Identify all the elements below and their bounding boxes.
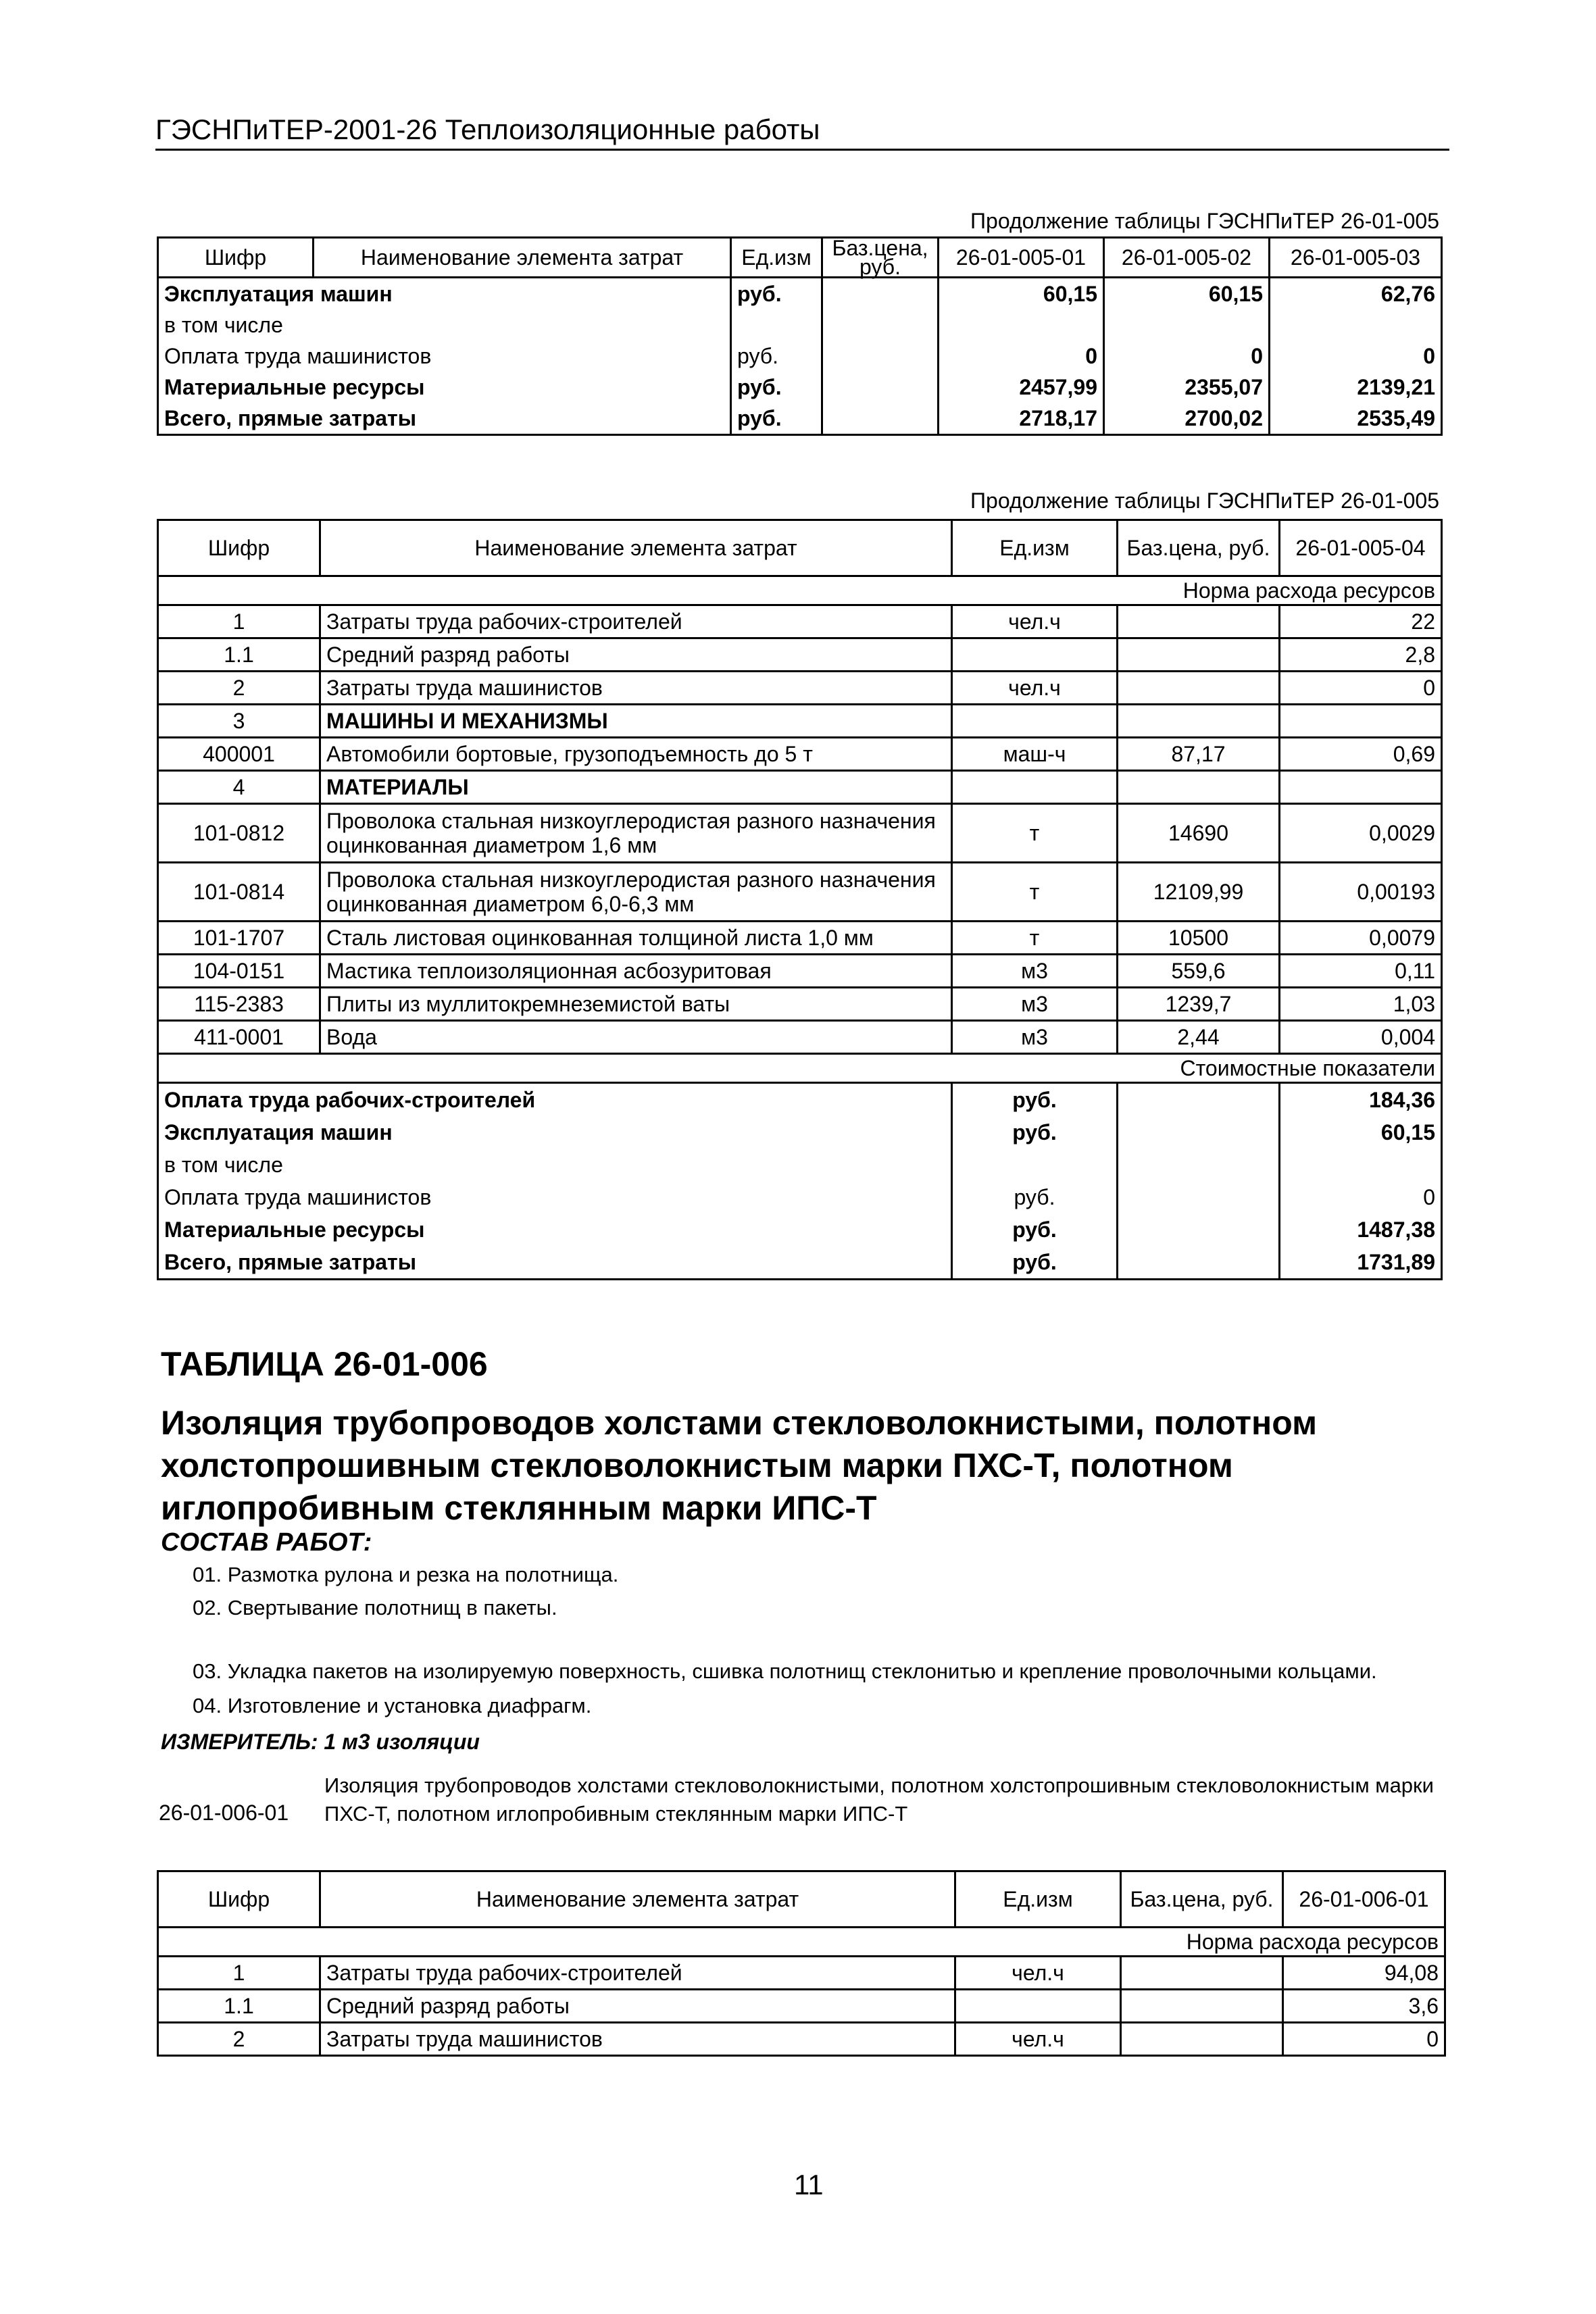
row-unit (952, 771, 1118, 804)
table2-head-row (158, 520, 1442, 576)
row-unit: руб. (731, 372, 822, 403)
table3-head-row (158, 1871, 1445, 1928)
col-name: Наименование элемента затрат (320, 1871, 955, 1928)
row-unit: руб. (731, 278, 822, 310)
col-name: Наименование элемента затрат (320, 520, 952, 576)
row-value (1280, 705, 1442, 738)
izmeritel: ИЗМЕРИТЕЛЬ: 1 м3 изоляции (161, 1730, 480, 1754)
row-unit: руб. (952, 1083, 1118, 1117)
row-price (1118, 605, 1280, 638)
table-row (158, 672, 1442, 705)
row-unit: руб. (952, 1213, 1118, 1246)
row-name: МАТЕРИАЛЫ (320, 771, 952, 804)
row-price: 12109,99 (1118, 863, 1280, 922)
row-shifr: 4 (158, 771, 320, 804)
col-code-2: 26-01-005-02 (1104, 238, 1270, 278)
row-name: Проволока стальная низкоуглеродистая разного назначения оцинкованная диаметром 6,0-6,3 мм (320, 863, 952, 922)
row-unit: руб. (731, 341, 822, 372)
row-name: Сталь листовая оцинкованная толщиной листа 1,0 мм (320, 922, 952, 955)
row-price (1118, 1213, 1280, 1246)
row-value: 1487,38 (1280, 1213, 1442, 1246)
row-shifr: 101-0814 (158, 863, 320, 922)
row-price (1121, 1990, 1283, 2023)
col-shifr: Шифр (158, 1871, 320, 1928)
row-value: 0,004 (1280, 1021, 1442, 1054)
row-price: 10500 (1118, 922, 1280, 955)
cost-row (158, 1083, 1442, 1117)
sostav-heading: СОСТАВ РАБОТ: (161, 1528, 372, 1557)
row-price (1121, 1957, 1283, 1990)
row-name: Эксплуатация машин (158, 1116, 952, 1149)
row-unit: маш-ч (952, 738, 1118, 771)
row-value: 0 (939, 341, 1104, 372)
page-header: ГЭСНПиТЕР-2001-26 Теплоизоляционные работы (155, 114, 1449, 151)
row-value: 0 (1283, 2023, 1445, 2056)
table-row (158, 804, 1442, 863)
row-unit: чел.ч (955, 2023, 1121, 2056)
cost-label-row (158, 1054, 1442, 1083)
row-price: 87,17 (1118, 738, 1280, 771)
row-shifr: 115-2383 (158, 988, 320, 1021)
row-name: Затраты труда машинистов (320, 672, 952, 705)
row-unit (952, 638, 1118, 672)
table3 (157, 1870, 1446, 2057)
cost-row (158, 1213, 1442, 1246)
row-unit: т (952, 922, 1118, 955)
row-name: Проволока стальная низкоуглеродистая разного назначения оцинкованная диаметром 1,6 мм (320, 804, 952, 863)
row-price (822, 278, 939, 310)
row-unit: м3 (952, 988, 1118, 1021)
row-shifr: 1.1 (158, 1990, 320, 2023)
row-shifr: 1.1 (158, 638, 320, 672)
row-name: Затраты труда рабочих-строителей (320, 605, 952, 638)
table-row (158, 638, 1442, 672)
row-price (1118, 1116, 1280, 1149)
row-price (1118, 672, 1280, 705)
row-unit: чел.ч (955, 1957, 1121, 1990)
row-shifr: 101-1707 (158, 922, 320, 955)
col-price: Баз.цена, руб. (1118, 520, 1280, 576)
table-row (158, 1021, 1442, 1054)
row-name: Эксплуатация машин (158, 278, 731, 310)
row-value (1280, 771, 1442, 804)
row-unit: м3 (952, 1021, 1118, 1054)
section-subtitle: Изоляция трубопроводов холстами стекловолокнистыми, полотном холстопрошивным стекловолокнистым марки ПХС-Т, полотном иглопробивным стеклянным марки ИПС-Т (161, 1404, 1318, 1527)
row-price (1118, 638, 1280, 672)
table-row (158, 309, 1442, 341)
row-shifr: 400001 (158, 738, 320, 771)
col-price: Баз.цена, руб. (822, 238, 939, 278)
table-row (158, 863, 1442, 922)
row-value: 60,15 (1104, 278, 1270, 310)
col-code: 26-01-006-01 (1283, 1871, 1445, 1928)
table-row (158, 372, 1442, 403)
row-value: 184,36 (1280, 1083, 1442, 1117)
table-row (158, 2023, 1445, 2056)
row-price (1118, 1149, 1280, 1181)
col-code: 26-01-005-04 (1280, 520, 1442, 576)
col-unit: Ед.изм (731, 238, 822, 278)
table-row (158, 278, 1442, 310)
row-value: 2355,07 (1104, 372, 1270, 403)
row-name: в том числе (158, 309, 731, 341)
row-value: 3,6 (1283, 1990, 1445, 2023)
table-row (158, 955, 1442, 988)
table-row (158, 1990, 1445, 2023)
row-name: Оплата труда машинистов (158, 341, 731, 372)
row-name: Автомобили бортовые, грузоподъемность до 5 т (320, 738, 952, 771)
row-value: 22 (1280, 605, 1442, 638)
row-price (822, 341, 939, 372)
row-value: 0,0029 (1280, 804, 1442, 863)
row-shifr: 411-0001 (158, 1021, 320, 1054)
row-unit (952, 1149, 1118, 1181)
row-name: Оплата труда машинистов (158, 1181, 952, 1213)
row-unit: руб. (952, 1246, 1118, 1280)
row-value: 0 (1270, 341, 1442, 372)
row-shifr: 104-0151 (158, 955, 320, 988)
row-name: Затраты труда рабочих-строителей (320, 1957, 955, 1990)
cost-row (158, 1246, 1442, 1280)
row-name: МАШИНЫ И МЕХАНИЗМЫ (320, 705, 952, 738)
row-value: 60,15 (939, 278, 1104, 310)
row-shifr: 3 (158, 705, 320, 738)
row-value: 0 (1280, 1181, 1442, 1213)
row-price: 14690 (1118, 804, 1280, 863)
row-value: 0,11 (1280, 955, 1442, 988)
cost-row (158, 1181, 1442, 1213)
row-value (1270, 309, 1442, 341)
work-item: 02. Свертывание полотнищ в пакеты. (193, 1596, 557, 1619)
table-row (158, 403, 1442, 435)
norm-label-row (158, 1928, 1445, 1957)
col-shifr: Шифр (158, 238, 314, 278)
row-price (1118, 1181, 1280, 1213)
row-name: Всего, прямые затраты (158, 1246, 952, 1280)
work-item: 01. Размотка рулона и резка на полотнища. (193, 1563, 619, 1586)
work-item: 03. Укладка пакетов на изолируемую поверхность, сшивка полотнищ стеклонитью и крепление проволочными кольцами. (193, 1659, 1377, 1683)
row-value: 2457,99 (939, 372, 1104, 403)
row-price (822, 403, 939, 435)
table-row (158, 1957, 1445, 1990)
table-row (158, 738, 1442, 771)
cost-row (158, 1116, 1442, 1149)
row-unit (952, 705, 1118, 738)
table-row (158, 922, 1442, 955)
col-code-3: 26-01-005-03 (1270, 238, 1442, 278)
table-row (158, 341, 1442, 372)
row-name: Оплата труда рабочих-строителей (158, 1083, 952, 1117)
item-code: 26-01-006-01 (159, 1801, 289, 1825)
row-price (1118, 705, 1280, 738)
row-shifr: 1 (158, 605, 320, 638)
row-price (1118, 1246, 1280, 1280)
row-shifr: 2 (158, 672, 320, 705)
row-value: 0,0079 (1280, 922, 1442, 955)
row-unit: руб. (952, 1116, 1118, 1149)
col-name: Наименование элемента затрат (314, 238, 731, 278)
row-name: в том числе (158, 1149, 952, 1181)
row-price (1118, 1083, 1280, 1117)
row-name: Вода (320, 1021, 952, 1054)
col-shifr: Шифр (158, 520, 320, 576)
table1-caption: Продолжение таблицы ГЭСНПиТЕР 26-01-005 (970, 209, 1439, 233)
row-price: 1239,7 (1118, 988, 1280, 1021)
row-value: 0 (1104, 341, 1270, 372)
row-price: 2,44 (1118, 1021, 1280, 1054)
table-row (158, 988, 1442, 1021)
row-unit (955, 1990, 1121, 2023)
row-unit: руб. (731, 403, 822, 435)
row-value: 0,00193 (1280, 863, 1442, 922)
table1-head-row (158, 238, 1442, 278)
row-unit: т (952, 863, 1118, 922)
row-price (822, 372, 939, 403)
norm-label: Норма расхода ресурсов (158, 576, 1442, 605)
row-value: 2139,21 (1270, 372, 1442, 403)
norm-label: Норма расхода ресурсов (158, 1928, 1445, 1957)
work-item: 04. Изготовление и установка диафрагм. (193, 1694, 592, 1717)
row-unit: чел.ч (952, 672, 1118, 705)
col-unit: Ед.изм (952, 520, 1118, 576)
row-price (1121, 2023, 1283, 2056)
row-unit: чел.ч (952, 605, 1118, 638)
row-name: Плиты из муллитокремнеземистой ваты (320, 988, 952, 1021)
row-value: 2535,49 (1270, 403, 1442, 435)
row-unit: т (952, 804, 1118, 863)
table2 (157, 519, 1443, 1280)
row-name: Средний разряд работы (320, 1990, 955, 2023)
row-name: Затраты труда машинистов (320, 2023, 955, 2056)
table-row (158, 771, 1442, 804)
row-name: Мастика теплоизоляционная асбозуритовая (320, 955, 952, 988)
row-price: 559,6 (1118, 955, 1280, 988)
row-value (1280, 1149, 1442, 1181)
row-value (939, 309, 1104, 341)
row-price (822, 309, 939, 341)
row-value: 94,08 (1283, 1957, 1445, 1990)
norm-label-row (158, 576, 1442, 605)
row-unit: м3 (952, 955, 1118, 988)
item-description: Изоляция трубопроводов холстами стекловолокнистыми, полотном холстопрошивным стекловолокнистым марки ПХС-Т, полотном иглопробивным стеклянным марки ИПС-Т (324, 1774, 1434, 1826)
row-value: 60,15 (1280, 1116, 1442, 1149)
row-value: 62,76 (1270, 278, 1442, 310)
row-shifr: 101-0812 (158, 804, 320, 863)
page-number: 11 (794, 2169, 824, 2200)
row-price (1118, 771, 1280, 804)
row-value: 2,8 (1280, 638, 1442, 672)
table1 (157, 236, 1443, 436)
row-value: 0,69 (1280, 738, 1442, 771)
table-row (158, 705, 1442, 738)
row-value: 2700,02 (1104, 403, 1270, 435)
row-name: Материальные ресурсы (158, 1213, 952, 1246)
row-value: 2718,17 (939, 403, 1104, 435)
row-unit: руб. (952, 1181, 1118, 1213)
table-row (158, 605, 1442, 638)
row-shifr: 2 (158, 2023, 320, 2056)
row-value: 0 (1280, 672, 1442, 705)
col-price: Баз.цена, руб. (1121, 1871, 1283, 1928)
row-value (1104, 309, 1270, 341)
row-value: 1,03 (1280, 988, 1442, 1021)
table2-caption: Продолжение таблицы ГЭСНПиТЕР 26-01-005 (970, 488, 1439, 513)
col-unit: Ед.изм (955, 1871, 1121, 1928)
cost-row (158, 1149, 1442, 1181)
row-shifr: 1 (158, 1957, 320, 1990)
row-name: Материальные ресурсы (158, 372, 731, 403)
cost-label: Стоимостные показатели (158, 1054, 1442, 1083)
section-title: ТАБЛИЦА 26-01-006 (161, 1345, 488, 1383)
row-value: 1731,89 (1280, 1246, 1442, 1280)
col-code-1: 26-01-005-01 (939, 238, 1104, 278)
row-unit (731, 309, 822, 341)
row-name: Средний разряд работы (320, 638, 952, 672)
row-name: Всего, прямые затраты (158, 403, 731, 435)
